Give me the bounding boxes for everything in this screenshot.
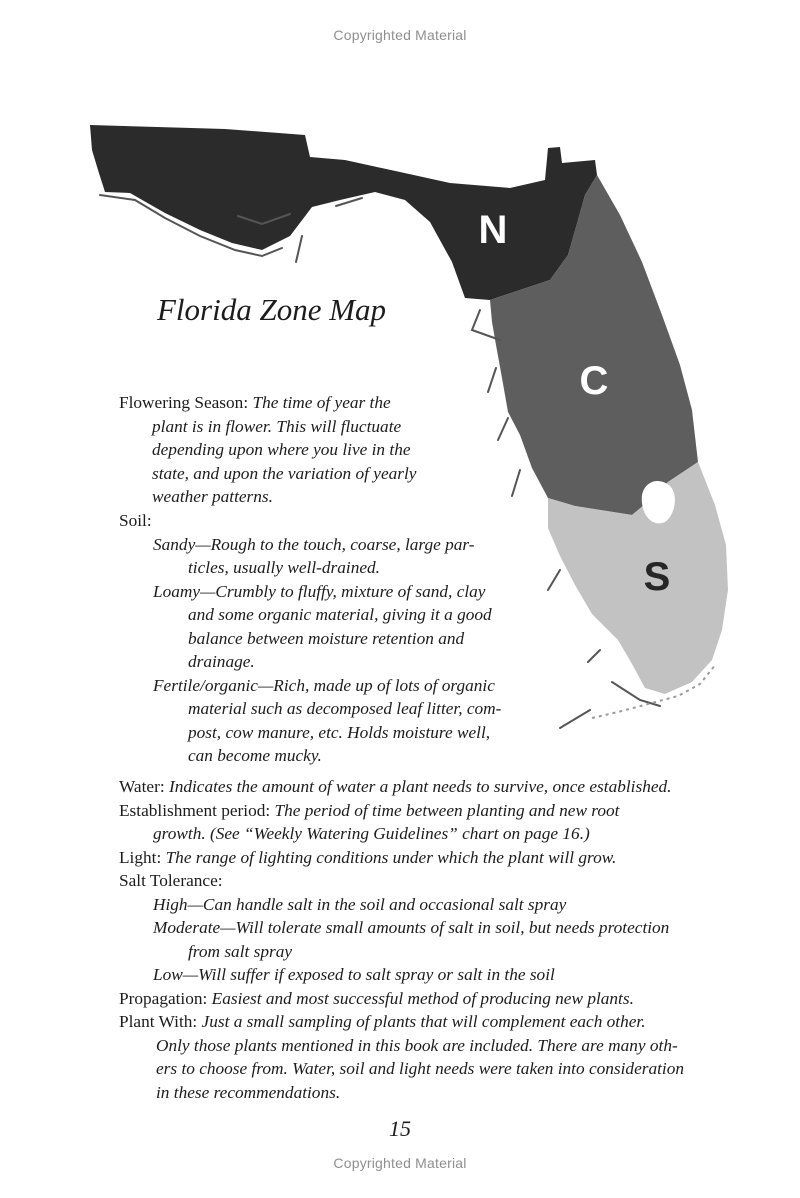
- zone-north-region: [90, 125, 597, 300]
- salt-term: Salt Tolerance:: [119, 871, 223, 890]
- light-term: Light:: [119, 847, 166, 867]
- salt-moderate-2: from salt spray: [188, 941, 293, 961]
- soil-loamy-1: Loamy—Crumbly to fluffy, mixture of sand, clay: [153, 581, 486, 601]
- zone-label-north: N: [478, 208, 508, 252]
- flowering-def-3: depending upon where you live in the: [152, 440, 411, 459]
- flowering-def-1: The time of year the: [252, 393, 391, 412]
- glossary-lower: [119, 775, 684, 1104]
- page-number: 15: [389, 1116, 411, 1141]
- plant-with-def-1: Just a small sampling of plants that will complement each other.: [201, 1012, 646, 1031]
- salt-high: High—Can handle salt in the soil and occasional salt spray: [153, 894, 567, 914]
- plant-with-def-3: ers to choose from. Water, soil and light needs were taken into consideration: [156, 1059, 684, 1078]
- plant-with-def-2: Only those plants mentioned in this book are included. There are many oth-: [156, 1035, 678, 1055]
- soil-sandy-1: Sandy—Rough to the touch, coarse, large par-: [153, 534, 475, 554]
- soil-loamy-4: drainage.: [188, 652, 255, 671]
- plant-with-entry: [119, 1010, 684, 1034]
- soil-fertile-1: Fertile/organic—Rich, made up of lots of organic: [153, 675, 495, 695]
- zone-label-central: C: [579, 359, 609, 403]
- salt-moderate-1: Moderate—Will tolerate small amounts of salt in soil, but needs protection: [153, 918, 670, 937]
- water-term: Water:: [119, 777, 169, 796]
- propagation-entry: [119, 987, 684, 1011]
- propagation-term: Propagation:: [119, 988, 212, 1008]
- soil-sandy-2: ticles, usually well-drained.: [188, 558, 380, 577]
- plant-with-def-4: in these recommendations.: [156, 1082, 341, 1102]
- water-entry: [119, 775, 684, 799]
- soil-loamy-2: and some organic material, giving it a good: [188, 605, 492, 624]
- plant-with-term: Plant With:: [119, 1012, 202, 1031]
- establishment-def-1: The period of time between planting and new root: [274, 800, 620, 820]
- soil-fertile-4: can become mucky.: [188, 746, 322, 765]
- soil-fertile-2: material such as decomposed leaf litter, com-: [188, 699, 502, 718]
- light-entry: [119, 846, 684, 870]
- soil-entry: [119, 509, 501, 768]
- establishment-term: Establishment period:: [119, 800, 275, 820]
- soil-fertile-3: post, cow manure, etc. Holds moisture well,: [188, 722, 491, 742]
- light-def: The range of lighting conditions under which the plant will grow.: [165, 847, 617, 867]
- soil-loamy-3: balance between moisture retention and: [188, 628, 465, 648]
- flowering-term: Flowering Season:: [119, 393, 253, 412]
- establishment-def-2: growth. (See “Weekly Watering Guidelines” chart on page 16.): [153, 824, 590, 843]
- map-title: Florida Zone Map: [157, 292, 387, 327]
- propagation-def: Easiest and most successful method of producing new plants.: [211, 988, 634, 1008]
- soil-term: Soil:: [119, 511, 152, 530]
- copyright-watermark-top: Copyrighted Material: [333, 27, 467, 43]
- flowering-def-5: weather patterns.: [152, 487, 273, 506]
- flowering-def-4: state, and upon the variation of yearly: [152, 463, 417, 483]
- water-def: Indicates the amount of water a plant needs to survive, once established.: [168, 777, 672, 796]
- flowering-season-entry: [119, 391, 416, 509]
- copyright-watermark-bottom: Copyrighted Material: [333, 1155, 467, 1171]
- establishment-entry: [119, 799, 684, 823]
- flowering-def-2: plant is in flower. This will fluctuate: [152, 416, 402, 436]
- salt-low: Low—Will suffer if exposed to salt spray or salt in the soil: [153, 965, 555, 984]
- zone-label-south: S: [643, 555, 671, 599]
